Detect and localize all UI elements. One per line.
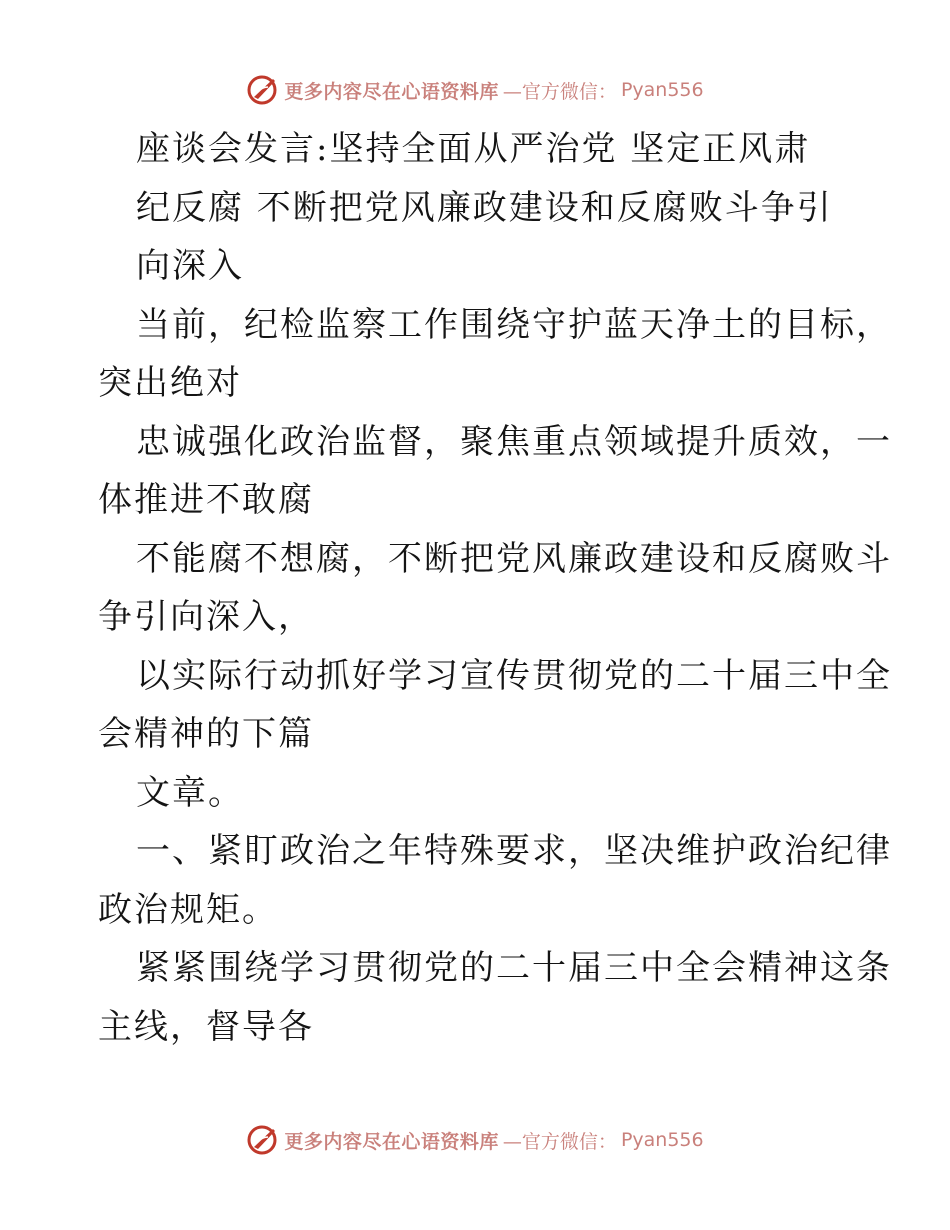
quill-logo-icon	[246, 1123, 280, 1157]
text-line: 紧紧围绕学习贯彻党的二十届三中全会精神这条	[136, 948, 892, 988]
footer-watermark	[0, 1122, 950, 1158]
text-line: 主线，督导各	[98, 1006, 314, 1047]
watermark-main-text: 更多内容尽在心语资料库	[284, 1130, 499, 1153]
watermark-separator-text: —官方微信：	[502, 1130, 617, 1153]
text-line: 忠诚强化政治监督，聚焦重点领域提升质效，一	[136, 421, 892, 462]
text-line: 文章。	[136, 772, 244, 813]
header-watermark	[0, 72, 950, 108]
text-line: 争引向深入，	[98, 597, 314, 637]
watermark-account-id: Pyan556	[620, 79, 704, 101]
text-line: 一、紧盯政治之年特殊要求，坚决维护政治纪律	[136, 831, 892, 871]
text-line: 政治规矩。	[98, 889, 278, 930]
text-line: 当前，纪检监察工作围绕守护蓝天净土的目标，	[136, 304, 892, 345]
watermark-separator-text: —官方微信：	[502, 80, 617, 103]
quill-logo-icon	[246, 73, 280, 107]
text-line: 向深入	[136, 246, 244, 286]
watermark-main-text: 更多内容尽在心语资料库	[284, 80, 499, 103]
document-body	[98, 120, 892, 1056]
text-line: 体推进不敢腐	[98, 480, 314, 520]
text-line: 不能腐不想腐，不断把党风廉政建设和反腐败斗	[136, 538, 892, 579]
watermark-account-id: Pyan556	[620, 1129, 704, 1151]
text-line: 座谈会发言:坚持全面从严治党 坚定正风肃	[136, 129, 811, 169]
text-line: 以实际行动抓好学习宣传贯彻党的二十届三中全	[136, 655, 892, 696]
text-line: 会精神的下篇	[98, 714, 314, 754]
text-line: 纪反腐 不断把党风廉政建设和反腐败斗争引	[136, 187, 833, 228]
text-line: 突出绝对	[98, 363, 242, 403]
